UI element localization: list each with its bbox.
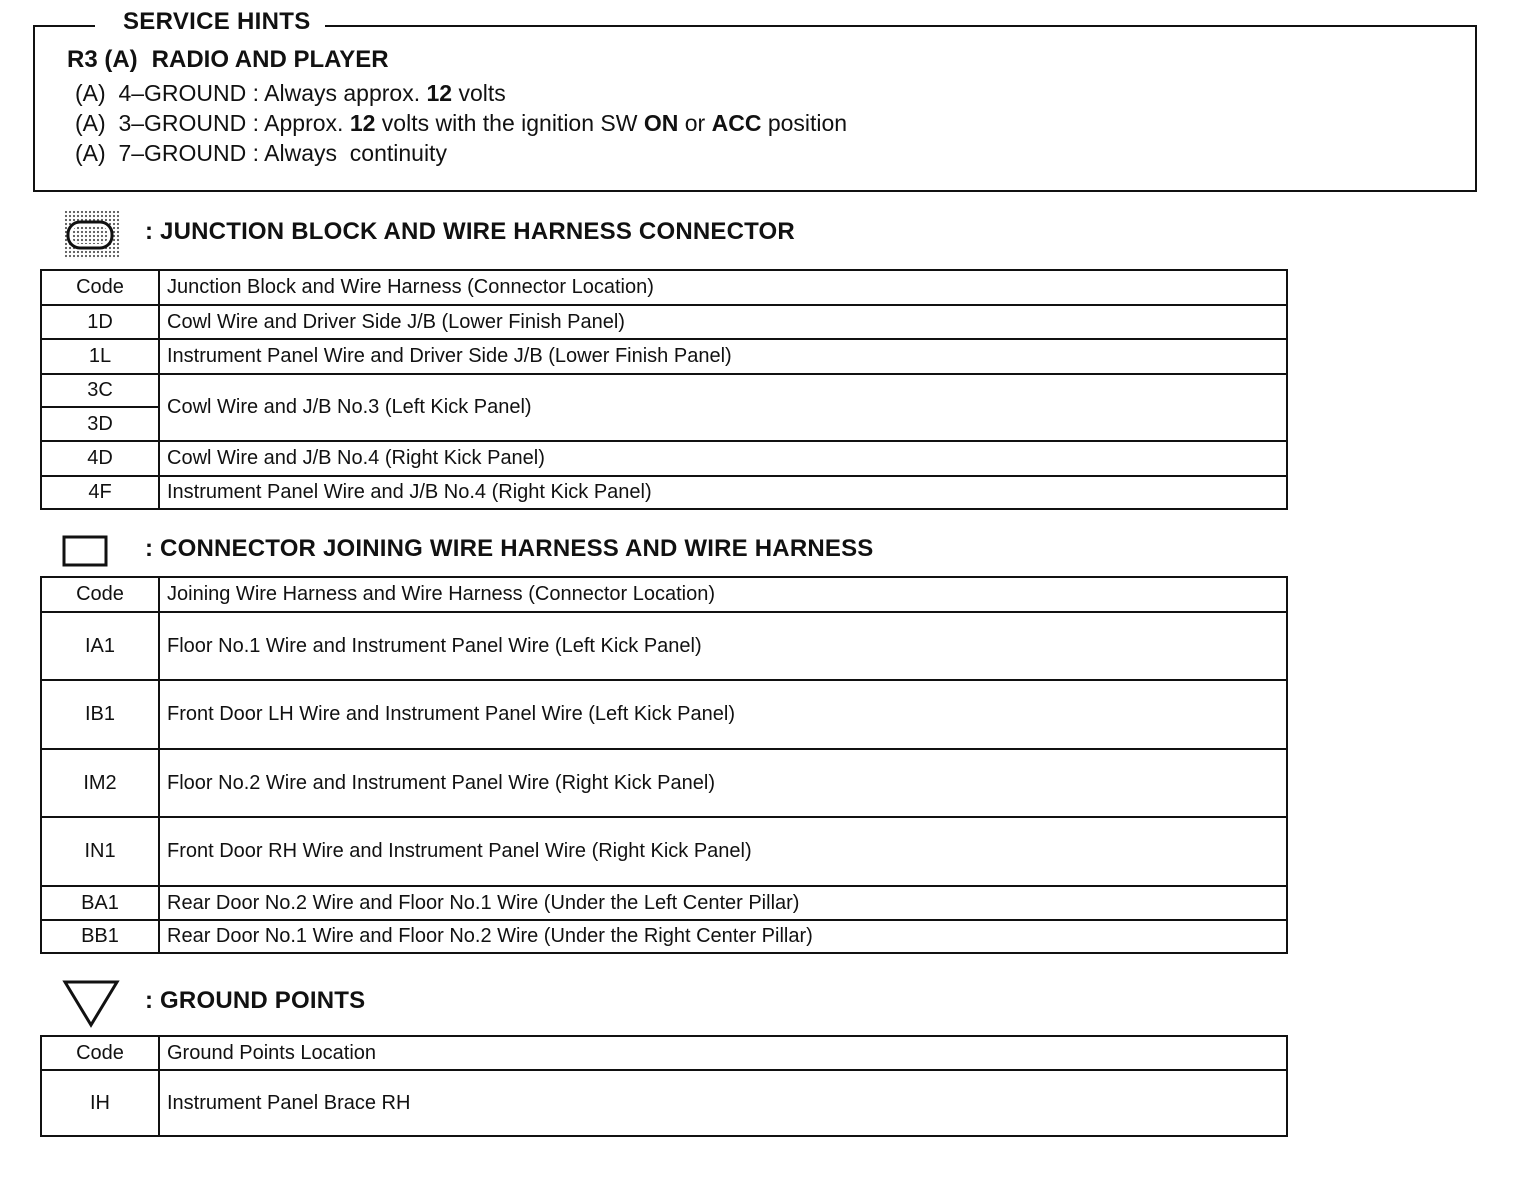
ground-point-triangle-icon bbox=[60, 978, 122, 1030]
ground-section-title: : GROUND POINTS bbox=[145, 987, 366, 1014]
row-description: Cowl Wire and Driver Side J/B (Lower Finish Panel) bbox=[159, 305, 1287, 339]
table-row bbox=[41, 886, 1287, 920]
row-description: Instrument Panel Brace RH bbox=[159, 1070, 1287, 1136]
row-description: Instrument Panel Wire and Driver Side J/B (Lower Finish Panel) bbox=[159, 339, 1287, 374]
row-code: 3D bbox=[41, 407, 159, 441]
hint-title-name: RADIO AND PLAYER bbox=[151, 46, 389, 73]
junction-table bbox=[40, 269, 1288, 510]
row-description: Rear Door No.1 Wire and Floor No.2 Wire (Under the Right Center Pillar) bbox=[159, 920, 1287, 953]
hint-line-7-ground: (A) 7–GROUND : Always continuity bbox=[75, 140, 447, 166]
table-header-row bbox=[41, 577, 1287, 612]
table-row bbox=[41, 476, 1287, 509]
row-description: Front Door LH Wire and Instrument Panel Wire (Left Kick Panel) bbox=[159, 680, 1287, 749]
row-description: Floor No.1 Wire and Instrument Panel Wire (Left Kick Panel) bbox=[159, 612, 1287, 680]
ground-table bbox=[40, 1035, 1288, 1137]
hint-line-4-ground: (A) 4–GROUND : Always approx. 12 volts bbox=[75, 80, 506, 106]
row-description: Cowl Wire and J/B No.4 (Right Kick Panel) bbox=[159, 441, 1287, 476]
description-header: Ground Points Location bbox=[159, 1036, 1287, 1070]
service-hints-title bbox=[67, 46, 389, 74]
row-code: IN1 bbox=[41, 817, 159, 886]
connector-section-title: : CONNECTOR JOINING WIRE HARNESS AND WIRE HARNESS bbox=[145, 535, 874, 562]
hint-line-3-ground: (A) 3–GROUND : Approx. 12 volts with the ignition SW ON or ACC position bbox=[75, 110, 848, 136]
description-header: Junction Block and Wire Harness (Connector Location) bbox=[159, 270, 1287, 305]
table-row bbox=[41, 817, 1287, 886]
row-code: IA1 bbox=[41, 612, 159, 680]
row-description: Floor No.2 Wire and Instrument Panel Wire (Right Kick Panel) bbox=[159, 749, 1287, 817]
description-header: Joining Wire Harness and Wire Harness (Connector Location) bbox=[159, 577, 1287, 612]
table-row bbox=[41, 612, 1287, 680]
table-row bbox=[41, 1070, 1287, 1136]
table-row bbox=[41, 441, 1287, 476]
row-code: BB1 bbox=[41, 920, 159, 953]
row-description: Cowl Wire and J/B No.3 (Left Kick Panel) bbox=[159, 374, 1287, 441]
code-header: Code bbox=[41, 1036, 159, 1070]
row-code: 1L bbox=[41, 339, 159, 374]
row-description: Front Door RH Wire and Instrument Panel Wire (Right Kick Panel) bbox=[159, 817, 1287, 886]
junction-block-icon bbox=[64, 210, 120, 260]
row-code: BA1 bbox=[41, 886, 159, 920]
row-code: 3C bbox=[41, 374, 159, 407]
table-row bbox=[41, 920, 1287, 953]
row-code: 4D bbox=[41, 441, 159, 476]
row-code: IH bbox=[41, 1070, 159, 1136]
junction-section-title: : JUNCTION BLOCK AND WIRE HARNESS CONNECTOR bbox=[145, 218, 795, 245]
hint-title-code: R3 (A) bbox=[67, 46, 138, 73]
table-row bbox=[41, 305, 1287, 339]
code-header: Code bbox=[41, 270, 159, 305]
row-code: 1D bbox=[41, 305, 159, 339]
table-header-row bbox=[41, 270, 1287, 305]
row-description: Instrument Panel Wire and J/B No.4 (Right Kick Panel) bbox=[159, 476, 1287, 509]
row-code: 4F bbox=[41, 476, 159, 509]
row-code: IM2 bbox=[41, 749, 159, 817]
table-header-row bbox=[41, 1036, 1287, 1070]
service-hints-legend: SERVICE HINTS bbox=[95, 8, 325, 36]
table-row bbox=[41, 374, 1287, 407]
connector-table bbox=[40, 576, 1288, 954]
row-code: IB1 bbox=[41, 680, 159, 749]
code-header: Code bbox=[41, 577, 159, 612]
connector-icon bbox=[62, 534, 110, 568]
table-row bbox=[41, 680, 1287, 749]
table-row bbox=[41, 749, 1287, 817]
row-description: Rear Door No.2 Wire and Floor No.1 Wire (Under the Left Center Pillar) bbox=[159, 886, 1287, 920]
table-row bbox=[41, 339, 1287, 374]
